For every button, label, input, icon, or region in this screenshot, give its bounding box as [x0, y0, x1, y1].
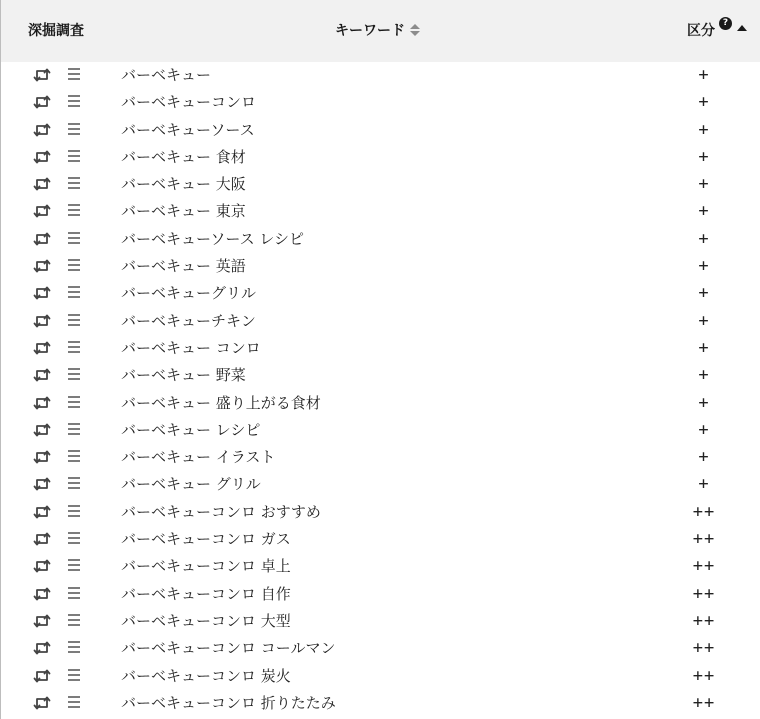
keyword-cell: バーベキューソース レシピ [121, 229, 305, 248]
keyword-cell: バーベキューソース [121, 120, 255, 139]
category-cell: ++ [692, 638, 716, 659]
table-row [0, 635, 760, 662]
table-row [0, 553, 760, 580]
keyword-cell: バーベキュー 食材 [121, 147, 246, 166]
category-cell: + [698, 283, 710, 304]
category-cell: + [698, 92, 710, 113]
keyword-cell: バーベキューコンロ コールマン [121, 639, 336, 658]
menu-icon[interactable] [67, 94, 81, 108]
table-row [0, 471, 760, 498]
menu-icon[interactable] [67, 586, 81, 600]
repeat-icon[interactable] [33, 94, 51, 110]
category-cell: ++ [692, 556, 716, 577]
keyword-cell: バーベキュー グリル [121, 475, 261, 494]
menu-icon[interactable] [67, 640, 81, 654]
menu-icon[interactable] [67, 422, 81, 436]
category-cell: + [698, 419, 710, 440]
column-header-deep-dive: 深掘調査 [28, 23, 84, 39]
keyword-cell: バーベキュー 盛り上がる食材 [121, 393, 321, 412]
menu-icon[interactable] [67, 258, 81, 272]
keyword-cell: バーベキューコンロ 自作 [121, 584, 291, 603]
keyword-cell: バーベキュー 英語 [121, 257, 246, 276]
menu-icon[interactable] [67, 613, 81, 627]
repeat-icon[interactable] [33, 258, 51, 274]
table-row [0, 663, 760, 690]
keyword-cell: バーベキュー [121, 66, 212, 84]
keyword-cell: バーベキューコンロ ガス [121, 530, 291, 549]
keyword-cell: バーベキュー 大阪 [121, 175, 246, 194]
table-row [0, 308, 760, 335]
repeat-icon[interactable] [33, 449, 51, 465]
repeat-icon[interactable] [33, 586, 51, 602]
repeat-icon[interactable] [33, 367, 51, 383]
table-row [0, 608, 760, 635]
table-row [0, 62, 760, 89]
table-row [0, 144, 760, 171]
category-cell: + [698, 365, 710, 386]
table-row [0, 171, 760, 198]
repeat-icon[interactable] [33, 395, 51, 411]
table-row [0, 362, 760, 389]
menu-icon[interactable] [67, 176, 81, 190]
keyword-cell: バーベキューコンロ 大型 [121, 611, 291, 630]
category-cell: ++ [692, 610, 716, 631]
repeat-icon[interactable] [33, 149, 51, 165]
menu-icon[interactable] [67, 695, 81, 709]
menu-icon[interactable] [67, 395, 81, 409]
menu-icon[interactable] [67, 449, 81, 463]
keyword-cell: バーベキューチキン [121, 311, 256, 330]
menu-icon[interactable] [67, 531, 81, 545]
repeat-icon[interactable] [33, 231, 51, 247]
category-cell: + [698, 146, 710, 167]
menu-icon[interactable] [67, 203, 81, 217]
keyword-cell: バーベキューコンロ 炭火 [121, 666, 291, 685]
category-cell: ++ [692, 583, 716, 604]
category-cell: + [698, 392, 710, 413]
category-cell: ++ [692, 692, 716, 713]
category-cell: + [698, 337, 710, 358]
repeat-icon[interactable] [33, 640, 51, 656]
table-row [0, 335, 760, 362]
repeat-icon[interactable] [33, 313, 51, 329]
category-cell: ++ [692, 529, 716, 550]
menu-icon[interactable] [67, 504, 81, 518]
table-row [0, 198, 760, 225]
keyword-cell: バーベキュー 野菜 [121, 366, 246, 385]
repeat-icon[interactable] [33, 176, 51, 192]
table-row [0, 444, 760, 471]
menu-icon[interactable] [67, 285, 81, 299]
repeat-icon[interactable] [33, 122, 51, 138]
menu-icon[interactable] [67, 668, 81, 682]
repeat-icon[interactable] [33, 422, 51, 438]
menu-icon[interactable] [67, 313, 81, 327]
menu-icon[interactable] [67, 122, 81, 136]
table-row [0, 280, 760, 307]
menu-icon[interactable] [67, 558, 81, 572]
table-row [0, 89, 760, 116]
repeat-icon[interactable] [33, 340, 51, 356]
keyword-cell: バーベキュー レシピ [121, 420, 261, 439]
menu-icon[interactable] [67, 367, 81, 381]
category-cell: + [698, 65, 710, 85]
table-row [0, 253, 760, 280]
repeat-icon[interactable] [33, 613, 51, 629]
keyword-cell: バーベキュー 東京 [121, 202, 246, 221]
table-row [0, 499, 760, 526]
table-row [0, 390, 760, 417]
repeat-icon[interactable] [33, 558, 51, 574]
category-cell: + [698, 174, 710, 195]
repeat-icon[interactable] [33, 203, 51, 219]
keyword-cell: バーベキューコンロ 卓上 [121, 557, 291, 576]
category-cell: ++ [692, 665, 716, 686]
table-row [0, 581, 760, 608]
menu-icon[interactable] [67, 149, 81, 163]
sort-toggle-icon[interactable] [410, 23, 420, 37]
table-header [1, 0, 760, 62]
column-header-category[interactable]: 区分 [687, 23, 715, 39]
repeat-icon[interactable] [33, 67, 51, 83]
category-cell: + [698, 310, 710, 331]
keyword-cell: バーベキューコンロ おすすめ [121, 502, 321, 521]
category-cell: ++ [692, 501, 716, 522]
help-icon[interactable]: ? [719, 17, 732, 30]
repeat-icon[interactable] [33, 668, 51, 684]
column-header-keyword-label: キーワード [335, 23, 405, 39]
menu-icon[interactable] [67, 67, 81, 81]
keyword-table-body [0, 62, 760, 717]
repeat-icon[interactable] [33, 476, 51, 492]
table-row [0, 526, 760, 553]
menu-icon[interactable] [67, 231, 81, 245]
keyword-cell: バーベキュー コンロ [121, 338, 261, 357]
category-cell: + [698, 119, 710, 140]
table-row [0, 417, 760, 444]
table-row [0, 117, 760, 144]
category-cell: + [698, 447, 710, 468]
keyword-cell: バーベキューグリル [121, 284, 257, 303]
keyword-cell: バーベキューコンロ 折りたたみ [121, 693, 336, 712]
menu-icon[interactable] [67, 476, 81, 490]
repeat-icon[interactable] [33, 695, 51, 711]
menu-icon[interactable] [67, 340, 81, 354]
category-cell: + [698, 228, 710, 249]
column-header-keyword[interactable] [335, 0, 420, 62]
keyword-cell: バーベキューコンロ [121, 93, 257, 112]
keyword-cell: バーベキュー イラスト [121, 448, 276, 467]
category-cell: + [698, 474, 710, 495]
sort-ascending-icon[interactable] [737, 25, 747, 31]
category-cell: + [698, 256, 710, 277]
table-row [0, 226, 760, 253]
repeat-icon[interactable] [33, 285, 51, 301]
category-cell: + [698, 201, 710, 222]
table-row [0, 690, 760, 717]
repeat-icon[interactable] [33, 531, 51, 547]
repeat-icon[interactable] [33, 504, 51, 520]
